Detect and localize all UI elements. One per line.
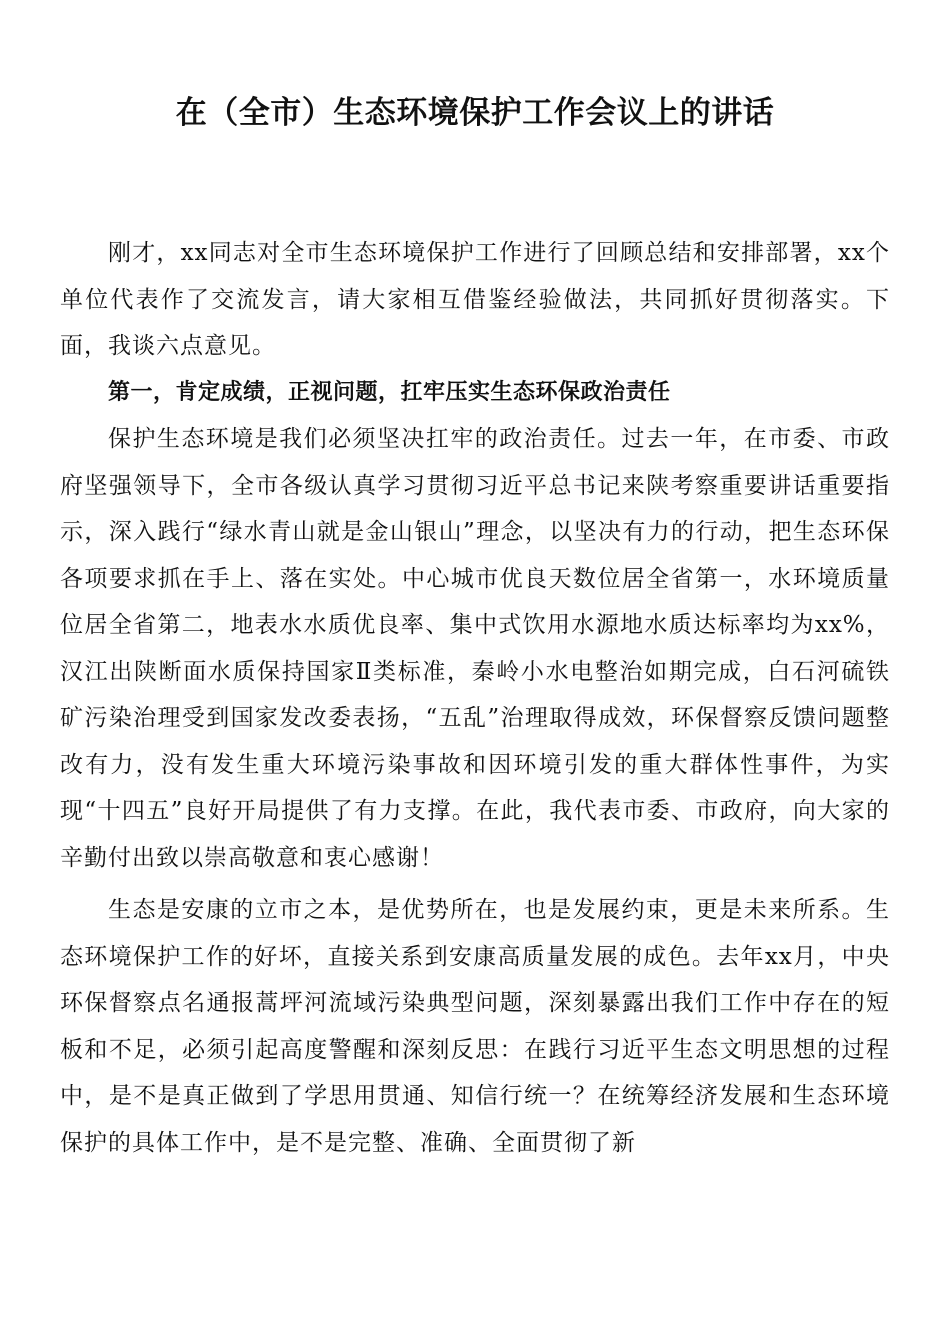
document-title: 在（全市）生态环境保护工作会议上的讲话 bbox=[175, 95, 775, 131]
paragraph-reflection: 生态是安康的立市之本，是优势所在，也是发展约束，更是未来所系。生态环境保护工作的好坏，直接关系到安康高质量发展的成色。去年xx月，中央环保督察点名通报蒿坪河流域污染典型问题，深刻暴露出我们工作中存在的短板和不足，必须引起高度警醒和深刻反思：在践行习近平生态文明思想的过程中，是不是真正做到了学思用贯通、知信行统一？在统筹经济发展和生态环境保护的具体工作中，是不是完整、准确、全面贯彻了新 bbox=[60, 897, 890, 1156]
document-body bbox=[60, 230, 890, 1166]
section-heading-1: 第一，肯定成绩，正视问题，扛牢压实生态环保政治责任 bbox=[108, 379, 671, 405]
paragraph-intro: 刚才，xx同志对全市生态环境保护工作进行了回顾总结和安排部署，xx个单位代表作了交流发言，请大家相互借鉴经验做法，共同抓好贯彻落实。下面，我谈六点意见。 bbox=[60, 240, 890, 359]
paragraph-achievements: 保护生态环境是我们必须坚决扛牢的政治责任。过去一年，在市委、市政府坚强领导下，全市各级认真学习贯彻习近平总书记来陕考察重要讲话重要指示，深入践行“绿水青山就是金山银山”理念，以坚决有力的行动，把生态环保各项要求抓在手上、落在实处。中心城市优良天数位居全省第一，水环境质量位居全省第二，地表水水质优良率、集中式饮用水源地水质达标率均为xx%，汉江出陕断面水质保持国家Ⅱ类标准，秦岭小水电整治如期完成，白石河硫铁矿污染治理受到国家发改委表扬，“五乱”治理取得成效，环保督察反馈问题整改有力，没有发生重大环境污染事故和因环境引发的重大群体性事件，为实现“十四五”良好开局提供了有力支撑。在此，我代表市委、市政府，向大家的辛勤付出致以崇高敬意和衷心感谢！ bbox=[60, 426, 890, 871]
